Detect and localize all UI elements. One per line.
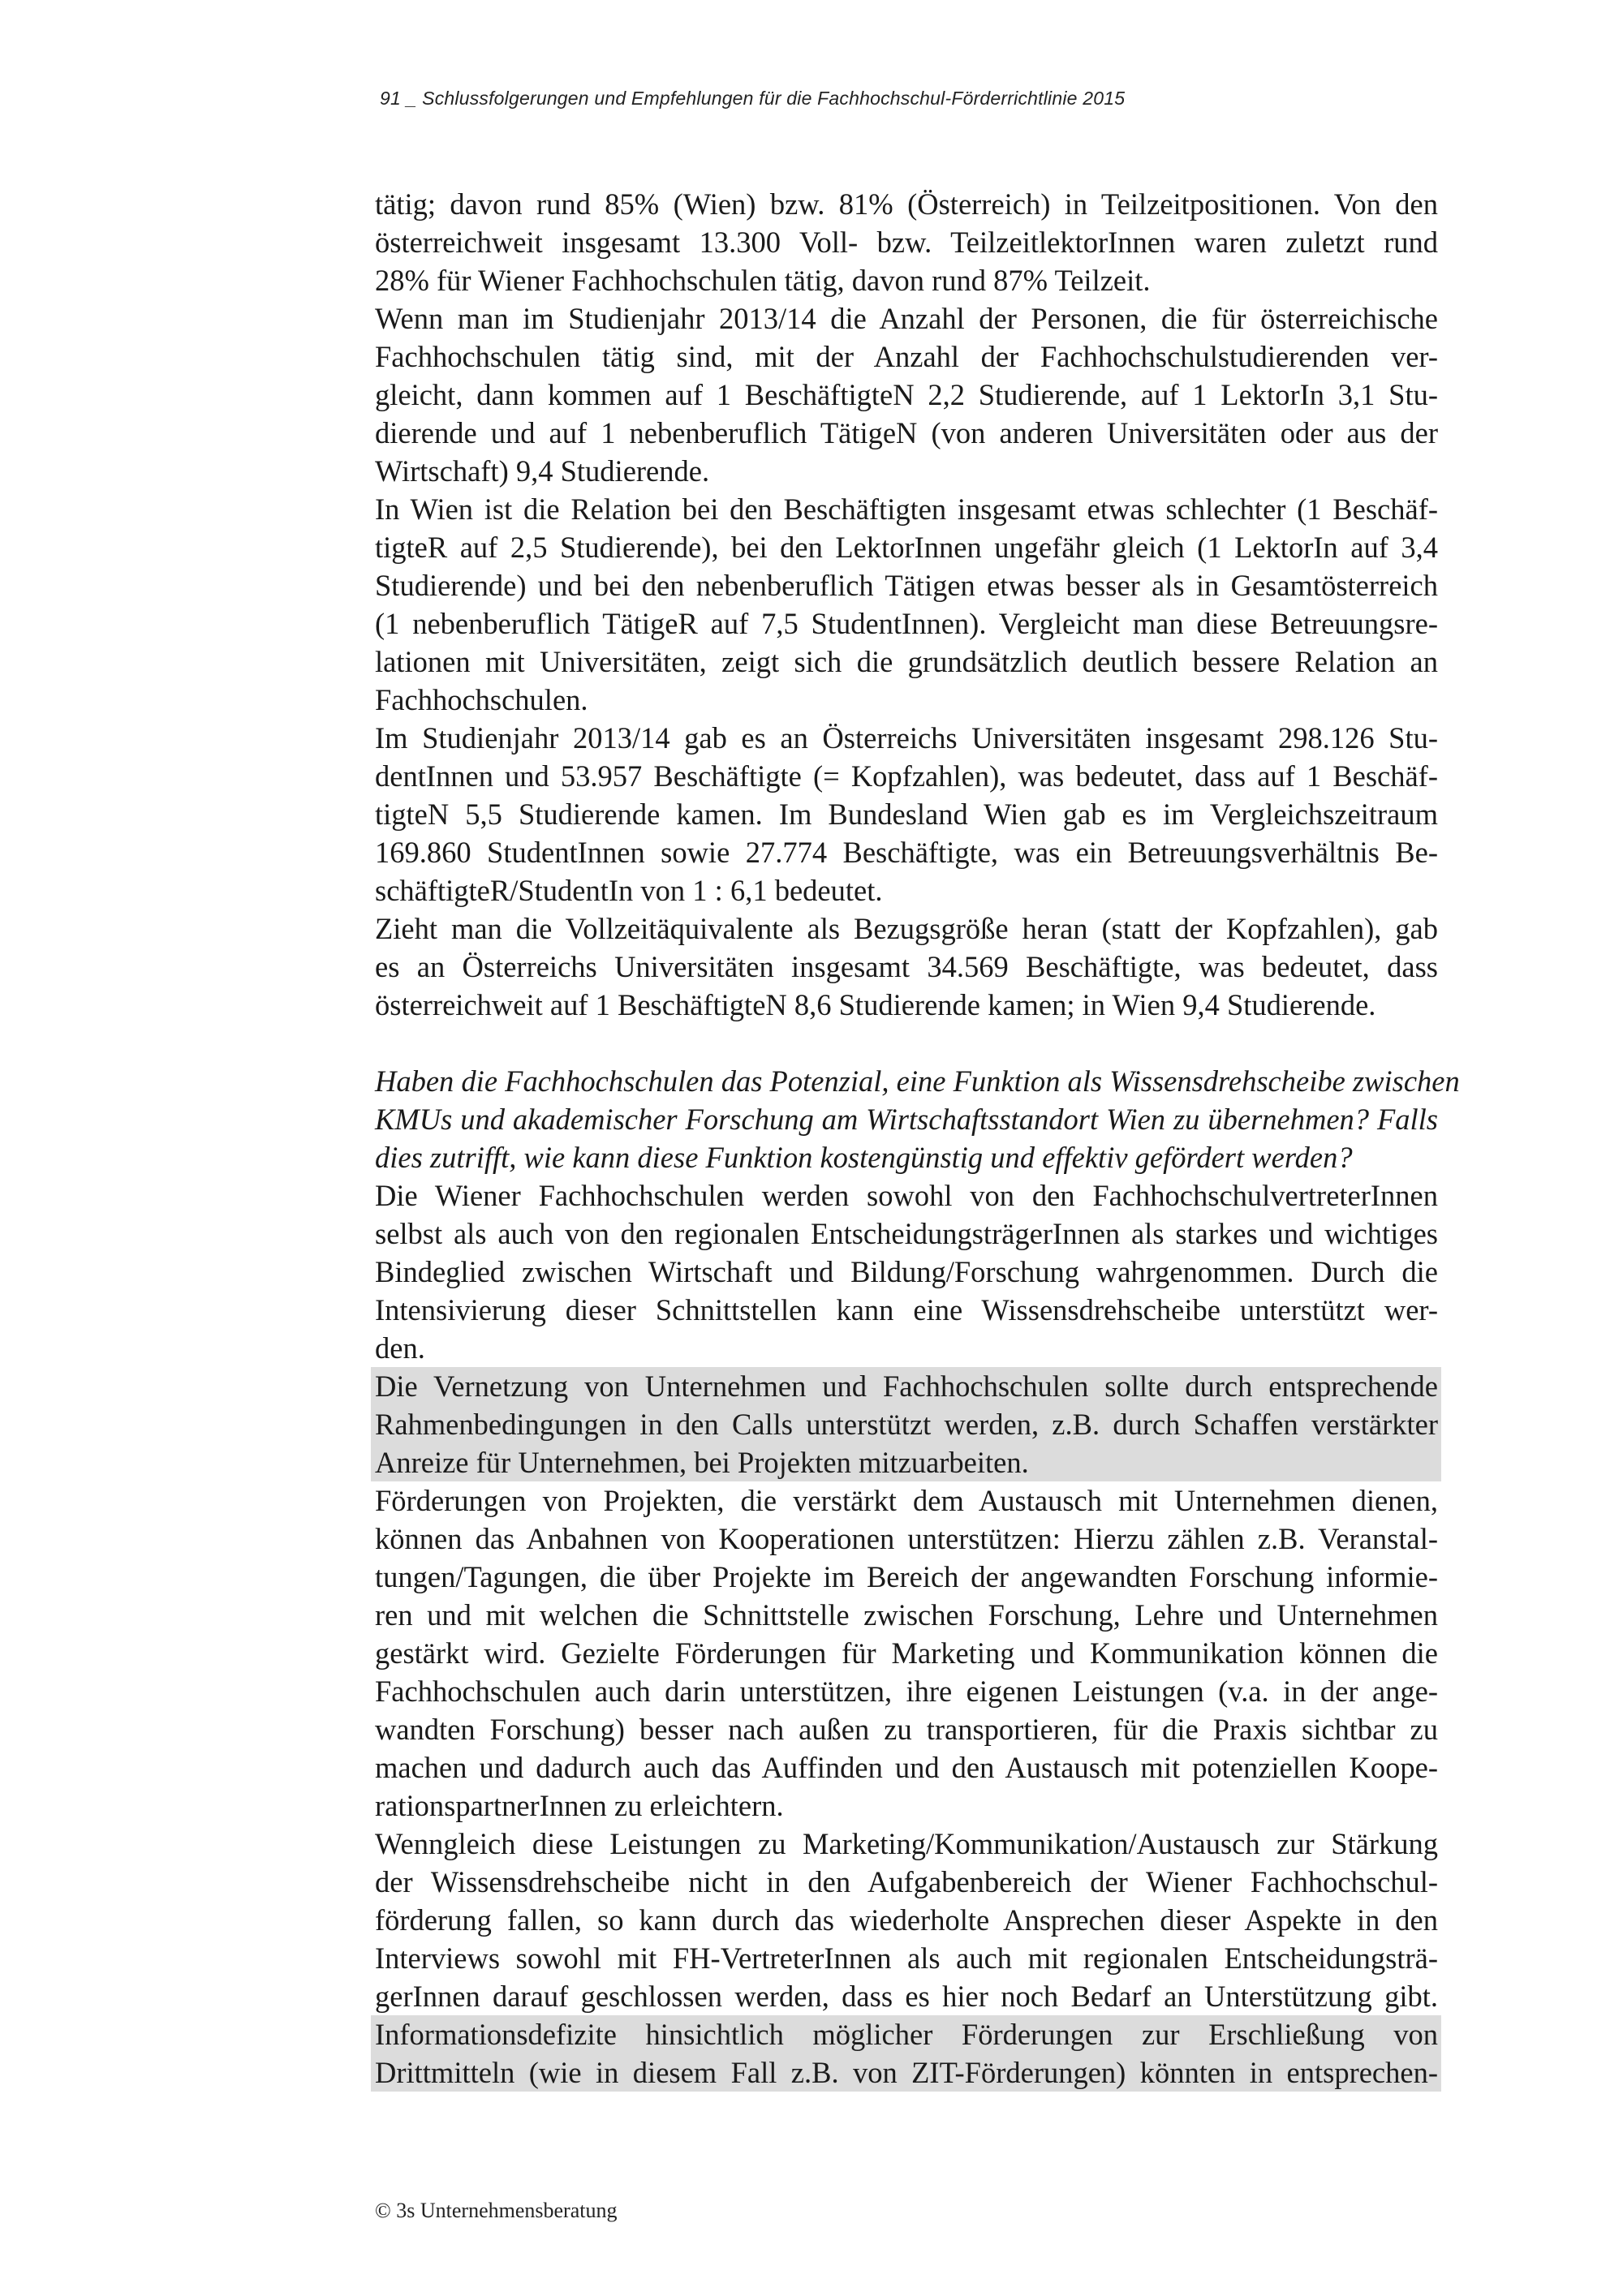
text-line: lationen mit Universitäten, zeigt sich die grundsätzlich deutlich bessere Relation an — [375, 645, 1438, 678]
paragraph-spacer — [375, 1024, 1438, 1062]
text-line: Bindeglied zwischen Wirtschaft und Bildung/Forschung wahrgenommen. Durch die — [375, 1255, 1438, 1288]
highlighted-recommendation-networking — [371, 1367, 1441, 1481]
text-line: tigteN 5,5 Studierende kamen. Im Bundesland Wien gab es im Vergleichszeitraum — [375, 798, 1438, 831]
text-line: Anreize für Unternehmen, bei Projekten mitzuarbeiten. — [375, 1446, 1029, 1479]
text-line: tätig; davon rund 85% (Wien) bzw. 81% (Österreich) in Teilzeitpositionen. Von den — [375, 187, 1438, 221]
text-line: ren und mit welchen die Schnittstelle zwischen Forschung, Lehre und Unternehmen — [375, 1598, 1438, 1632]
text-line: Die Wiener Fachhochschulen werden sowohl von den FachhochschulvertreterInnen — [375, 1179, 1438, 1212]
text-line: können das Anbahnen von Kooperationen unterstützen: Hierzu zählen z.B. Veranstal- — [375, 1522, 1438, 1555]
text-line: Die Vernetzung von Unternehmen und Fachhochschulen sollte durch entsprechende — [375, 1369, 1438, 1403]
text-line: tungen/Tagungen, die über Projekte im Bereich der angewandten Forschung informie- — [375, 1560, 1438, 1593]
text-line: Interviews sowohl mit FH-VertreterInnen als auch mit regionalen Entscheidungsträ- — [375, 1941, 1438, 1975]
text-line: KMUs und akademischer Forschung am Wirtschaftsstandort Wien zu übernehmen? Falls — [375, 1103, 1438, 1136]
running-header: 91 _ Schlussfolgerungen und Empfehlungen für die Fachhochschul-Förderrichtlinie 2015 — [380, 88, 1126, 109]
text-line: Im Studienjahr 2013/14 gab es an Österreichs Universitäten insgesamt 298.126 Stu- — [375, 721, 1438, 755]
paragraph-marketing-support — [375, 1825, 1438, 2015]
text-line: gestärkt wird. Gezielte Förderungen für Marketing und Kommunikation können die — [375, 1636, 1438, 1670]
text-line: österreichweit insgesamt 13.300 Voll- bzw. TeilzeitlektorInnen waren zuletzt rund — [375, 226, 1438, 259]
paragraph-project-funding — [375, 1481, 1438, 1825]
text-line: wandten Forschung) besser nach außen zu transportieren, für die Praxis sichtbar zu — [375, 1713, 1438, 1746]
paragraph-staff-part-time — [375, 185, 1438, 299]
text-line: rationspartnerInnen zu erleichtern. — [375, 1789, 784, 1822]
text-line: Drittmitteln (wie in diesem Fall z.B. von ZIT-Förderungen) könnten in entsprechen- — [375, 2056, 1438, 2089]
text-line: Intensivierung dieser Schnittstellen kann eine Wissensdrehscheibe unterstützt wer- — [375, 1293, 1438, 1326]
body-text — [375, 185, 1460, 2092]
footer-copyright: © 3s Unternehmensberatung — [375, 2199, 618, 2222]
text-line: tigteR auf 2,5 Studierende), bei den LektorInnen ungefähr gleich (1 LektorIn auf 3,4 — [375, 531, 1438, 564]
text-line: gleicht, dann kommen auf 1 BeschäftigteN 2,2 Studierende, auf 1 LektorIn 3,1 Stu- — [375, 378, 1438, 411]
paragraph-full-time-equivalents — [375, 909, 1438, 1024]
text-line: machen und dadurch auch das Auffinden und den Austausch mit potenziellen Koope- — [375, 1751, 1438, 1784]
text-line: förderung fallen, so kann durch das wiederholte Ansprechen dieser Aspekte in den — [375, 1903, 1438, 1937]
text-line: Zieht man die Vollzeitäquivalente als Bezugsgröße heran (statt der Kopfzahlen), gab — [375, 912, 1438, 945]
text-line: der Wissensdrehscheibe nicht in den Aufgabenbereich der Wiener Fachhochschul- — [375, 1865, 1438, 1898]
text-line: selbst als auch von den regionalen EntscheidungsträgerInnen als starkes und wichtiges — [375, 1217, 1438, 1250]
text-line: Wenn man im Studienjahr 2013/14 die Anzahl der Personen, die für österreichische — [375, 302, 1438, 335]
paragraph-knowledge-hub — [375, 1176, 1438, 1367]
text-line: dierende und auf 1 nebenberuflich TätigeN (von anderen Universitäten oder aus der — [375, 416, 1438, 449]
text-line: gerInnen darauf geschlossen werden, dass es hier noch Bedarf an Unterstützung gibt. — [375, 1980, 1438, 2013]
text-line: 28% für Wiener Fachhochschulen tätig, davon rund 87% Teilzeit. — [375, 264, 1151, 297]
text-line: Studierende) und bei den nebenberuflich Tätigen etwas besser als in Gesamtösterreich — [375, 569, 1438, 602]
paragraph-vienna-relation — [375, 490, 1438, 719]
text-line: dentInnen und 53.957 Beschäftigte (= Kopfzahlen), was bedeutet, dass auf 1 Beschäf- — [375, 759, 1438, 793]
text-line: Rahmenbedingungen in den Calls unterstützt werden, z.B. durch Schaffen verstärkter — [375, 1408, 1438, 1441]
text-line: Wenngleich diese Leistungen zu Marketing/Kommunikation/Austausch zur Stärkung — [375, 1827, 1438, 1860]
text-line: (1 nebenberuflich TätigeR auf 7,5 StudentInnen). Vergleicht man diese Betreuungsre- — [375, 607, 1438, 640]
text-line: Förderungen von Projekten, die verstärkt dem Austausch mit Unternehmen dienen, — [375, 1484, 1438, 1517]
text-line: Wirtschaft) 9,4 Studierende. — [375, 454, 710, 488]
paragraph-staff-student-ratio — [375, 299, 1438, 490]
section-question — [375, 1062, 1460, 1176]
text-line: österreichweit auf 1 BeschäftigteN 8,6 Studierende kamen; in Wien 9,4 Studierende. — [375, 988, 1376, 1021]
text-line: Fachhochschulen auch darin unterstützen, ihre eigenen Leistungen (v.a. in der ange- — [375, 1675, 1438, 1708]
text-line: den. — [375, 1331, 425, 1365]
text-line: Fachhochschulen. — [375, 683, 588, 716]
text-line: Informationsdefizite hinsichtlich möglicher Förderungen zur Erschließung von — [375, 2018, 1438, 2051]
text-line: In Wien ist die Relation bei den Beschäftigten insgesamt etwas schlechter (1 Beschäf- — [375, 492, 1438, 526]
text-line: Fachhochschulen tätig sind, mit der Anzahl der Fachhochschulstudierenden ver- — [375, 340, 1438, 373]
text-line: schäftigteR/StudentIn von 1 : 6,1 bedeutet. — [375, 874, 883, 907]
text-line: es an Österreichs Universitäten insgesamt 34.569 Beschäftigte, was bedeutet, dass — [375, 950, 1438, 983]
text-line: dies zutrifft, wie kann diese Funktion kostengünstig und effektiv gefördert werden? — [375, 1141, 1353, 1174]
paragraph-university-comparison — [375, 719, 1438, 909]
highlighted-recommendation-information — [371, 2015, 1441, 2092]
text-line: 169.860 StudentInnen sowie 27.774 Beschäftigte, was ein Betreuungsverhältnis Be- — [375, 836, 1438, 869]
text-line: Haben die Fachhochschulen das Potenzial, eine Funktion als Wissensdrehscheibe zwischen — [375, 1064, 1460, 1098]
